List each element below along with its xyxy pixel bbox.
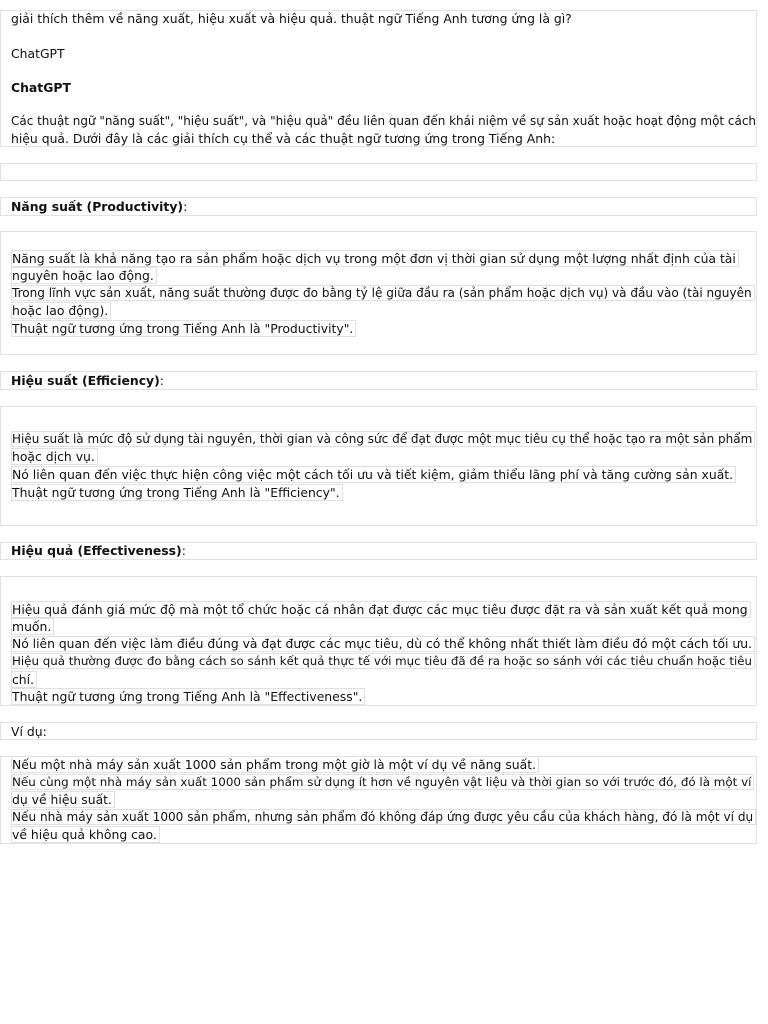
efficiency-heading: [11, 372, 164, 389]
efficiency-line-text: Hiệu suất là mức độ sử dụng tài nguyên, thời gian và công sức để đạt được một mục tiêu cụ thể hoặc tạo ra một sản phẩm: [11, 431, 755, 447]
productivity-line-text: Thuật ngữ tương ứng trong Tiếng Anh là "Productivity".: [11, 320, 356, 337]
efficiency-line: [11, 466, 736, 483]
productivity-line: [11, 302, 111, 319]
effectiveness-line: [11, 636, 755, 653]
effectiveness-line-text: Thuật ngữ tương ứng trong Tiếng Anh là "Effectiveness".: [11, 688, 365, 705]
example-line-text: Nếu một nhà máy sản xuất 1000 sản phẩm trong một giờ là một ví dụ về năng suất.: [11, 756, 539, 773]
effectiveness-line: [11, 618, 54, 635]
empty-block: [0, 163, 757, 181]
efficiency-line-text: hoặc dịch vụ.: [11, 448, 98, 465]
example-line: [11, 809, 756, 826]
effectiveness-line: [11, 688, 365, 705]
example-line: [11, 826, 160, 843]
effectiveness-line: [11, 601, 751, 618]
speaker-label: ChatGPT: [11, 46, 65, 61]
productivity-line: [11, 267, 157, 284]
productivity-line-text: hoặc lao động).: [11, 302, 111, 319]
effectiveness-line-text: muốn.: [11, 618, 54, 635]
efficiency-heading-text: Hiệu suất (Efficiency): [11, 373, 160, 388]
efficiency-line-text: Thuật ngữ tương ứng trong Tiếng Anh là "Efficiency".: [11, 484, 343, 501]
efficiency-line: [11, 448, 98, 465]
productivity-line: [11, 320, 356, 337]
effectiveness-line-text: Nó liên quan đến việc làm điều đúng và đạt được các mục tiêu, dù có thể không nhất thiết làm điều đó một cách tối ưu.: [11, 636, 755, 652]
example-heading-block: [0, 722, 757, 740]
effectiveness-heading-colon: :: [181, 543, 186, 558]
intro-paragraph-line: Các thuật ngữ "năng suất", "hiệu suất", và "hiệu quả" đều liên quan đến khái niệm về sự sản xuất hoặc hoạt động một cách: [11, 114, 756, 128]
efficiency-line: [11, 431, 755, 448]
productivity-heading-colon: :: [183, 199, 188, 214]
effectiveness-line-text: chí.: [11, 671, 37, 688]
example-line: [11, 774, 754, 791]
effectiveness-heading: [11, 542, 186, 559]
intro-paragraph-line: hiệu quả. Dưới đây là các giải thích cụ thể và các thuật ngữ tương ứng trong Tiếng Anh:: [11, 131, 556, 146]
effectiveness-line: [11, 671, 37, 688]
productivity-line: [11, 285, 755, 302]
effectiveness-line-text: Hiệu quả đánh giá mức độ mà một tổ chức hoặc cá nhân đạt được các mục tiêu được đặt ra và sản xuất kết quả mong: [11, 601, 751, 618]
example-heading: Ví dụ:: [11, 724, 47, 739]
example-line-text: về hiệu quả không cao.: [11, 826, 160, 843]
example-line: [11, 756, 539, 773]
efficiency-line-text: Nó liên quan đến việc thực hiện công việc một cách tối ưu và tiết kiệm, giảm thiểu lãng phí và tăng cường sản xuất.: [11, 466, 736, 483]
speaker-heading: ChatGPT: [11, 80, 71, 95]
productivity-line-text: Trong lĩnh vực sản xuất, năng suất thường được đo bằng tỷ lệ giữa đầu ra (sản phẩm hoặc dịch vụ) và đầu vào (tài nguyên: [11, 285, 755, 301]
example-line-text: Nếu nhà máy sản xuất 1000 sản phẩm, nhưng sản phẩm đó không đáp ứng được yêu cầu của khách hàng, đó là một ví dụ: [11, 809, 756, 825]
productivity-heading: [11, 198, 187, 215]
example-line-text: dụ về hiệu suất.: [11, 791, 115, 808]
effectiveness-line: [11, 653, 755, 670]
effectiveness-line-text: Hiệu quả thường được đo bằng cách so sánh kết quả thực tế với mục tiêu đã đề ra hoặc so sánh với các tiêu chuẩn hoặc tiêu: [11, 653, 755, 669]
productivity-heading-text: Năng suất (Productivity): [11, 199, 184, 214]
example-line-text: Nếu cùng một nhà máy sản xuất 1000 sản phẩm sử dụng ít hơn về nguyên vật liệu và thời gian so với trước đó, đó là một ví: [11, 774, 754, 790]
user-question: giải thích thêm về năng xuất, hiệu xuất và hiệu quả. thuật ngữ Tiếng Anh tương ứng là gì?: [11, 11, 572, 26]
efficiency-line: [11, 484, 343, 501]
effectiveness-heading-text: Hiệu quả (Effectiveness): [11, 543, 182, 558]
example-line: [11, 791, 115, 808]
productivity-line: [11, 250, 739, 267]
efficiency-heading-colon: :: [159, 373, 164, 388]
productivity-line-text: nguyên hoặc lao động.: [11, 267, 157, 284]
productivity-line-text: Năng suất là khả năng tạo ra sản phẩm hoặc dịch vụ trong một đơn vị thời gian sử dụng một lượng nhất định của tài: [11, 250, 739, 267]
